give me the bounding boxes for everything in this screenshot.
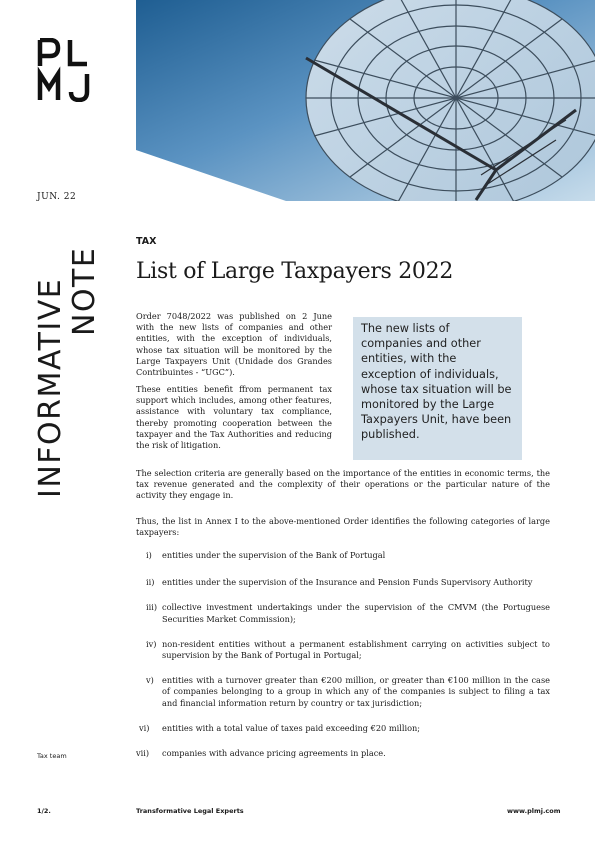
list-item-text: entities with a total value of taxes paid exceeding €20 million; — [162, 722, 421, 733]
list-item-number: iii) — [146, 602, 158, 613]
footer-tagline: Transformative Legal Experts — [136, 807, 244, 815]
list-item-text: entities with a turnover greater than €200 million, or greater than €100 million in the case of companies belonging to a group in which any of the companies is subject to filing a tax and financial information return by country or tax jurisdiction; — [162, 675, 550, 708]
list-item — [136, 748, 550, 759]
list-item — [136, 639, 550, 661]
section-label: TAX — [136, 236, 157, 247]
list-item-text: collective investment undertakings under the supervision of the CMVM (the Portuguese Securities Market Commission); — [162, 602, 550, 624]
list-item-number: vi) — [139, 722, 150, 733]
radar-dish-photo — [136, 0, 595, 201]
author-team: Tax team — [37, 752, 67, 760]
list-item-number: vii) — [136, 748, 150, 759]
list-item-number: ii) — [146, 577, 155, 588]
plmj-logo-mark — [37, 38, 99, 102]
issue-date: JUN. 22 — [37, 192, 77, 202]
pull-quote-box — [353, 317, 522, 460]
list-item — [136, 723, 550, 734]
list-item-text: non-resident entities without a permanent establishment carrying on activities subject to supervision by the Bank of Portugal in Portugal; — [162, 638, 550, 661]
vertical-title-line2: NOTE — [67, 246, 102, 336]
list-item — [136, 675, 550, 709]
paragraph-1: Order 7048/2022 was published on 2 June with the new lists of companies and other entities, with the exception of individuals, whose tax situation will be monitored by the Large Taxpayers Unit (Unidade dos Grandes Contribuintes - “UGC”). — [136, 311, 332, 378]
vertical-document-title — [33, 236, 104, 498]
website-link[interactable]: www.plmj.com — [507, 807, 561, 815]
list-item-number: i) — [146, 550, 152, 560]
list-item-number: iv) — [146, 638, 157, 649]
plmj-logo[interactable] — [37, 38, 99, 102]
list-item-number: v) — [146, 675, 154, 686]
list-item-text: companies with advance pricing agreements in place. — [162, 748, 386, 759]
paragraph-2: These entities benefit ffrom permanent tax support which includes, among other features, assistance with voluntary tax compliance, thereby promoting cooperation between the taxpayer and the Tax Authorities and reducing the risk of litigation. — [136, 384, 332, 451]
paragraph-4: Thus, the list in Annex I to the above-mentioned Order identifies the following categories of large taxpayers: — [136, 516, 550, 538]
list-item — [136, 577, 550, 588]
vertical-title-line1: INFORMATIVE — [33, 277, 68, 498]
list-item — [136, 602, 550, 624]
taxpayer-categories-list — [136, 550, 550, 759]
list-item-text: entities under the supervision of the Bank of Portugal — [162, 550, 386, 560]
page-number: 1/2. — [37, 807, 51, 815]
list-item-text: entities under the supervision of the Insurance and Pension Funds Supervisory Authority — [162, 577, 533, 588]
list-item — [136, 550, 550, 561]
page-title: List of Large Taxpayers 2022 — [136, 259, 454, 284]
pull-quote-text: The new lists of companies and other entities, with the exception of individuals, whose tax situation will be monitored by the Large Taxpayers Unit, have been published. — [361, 322, 512, 442]
paragraph-3: The selection criteria are generally based on the importance of the entities in economic terms, the tax revenue generated and the complexity of their operations or the particular nature of the activity they engage in. — [136, 468, 550, 501]
